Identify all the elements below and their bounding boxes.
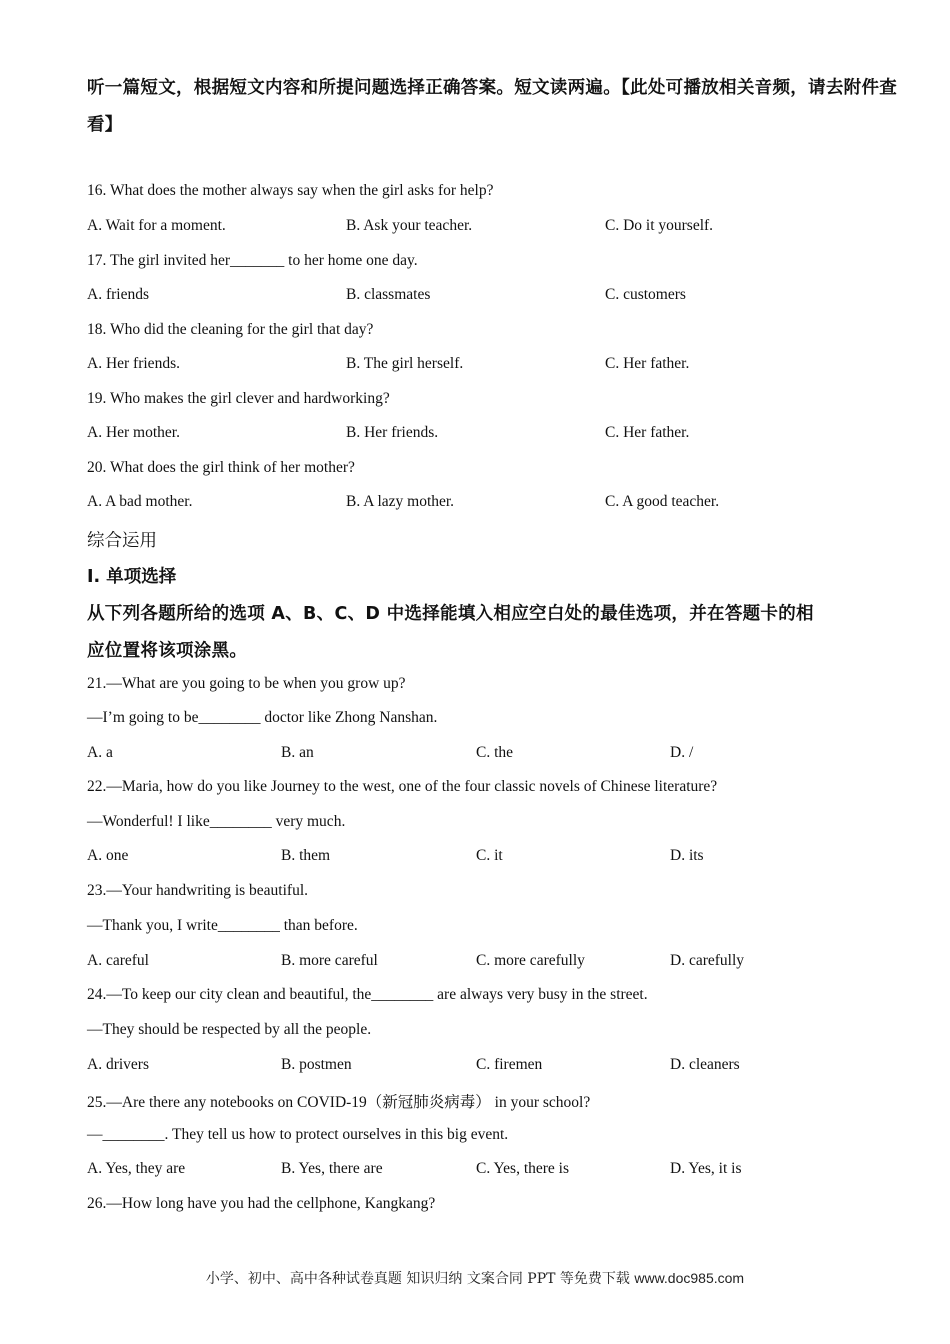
footer-link[interactable]: www.doc985.com [634, 1270, 745, 1286]
listening-instruction-line1: 听一篇短文，根据短文内容和所提问题选择正确答案。短文读两遍。【此处可播放相关音频，请去附件查 [87, 78, 898, 98]
question-25-line1: 25.—Are there any notebooks on COVID-19（新冠肺炎病毒） in your school? [87, 1094, 591, 1111]
q19-option-b: B. Her friends. [346, 424, 439, 441]
q25-option-a: A. Yes, they are [87, 1160, 186, 1177]
page-footer [0, 1268, 950, 1288]
question-21-line2: —I’m going to be________ doctor like Zhong Nanshan. [87, 709, 438, 726]
q21-option-d: D. / [670, 744, 694, 761]
q23-option-a: A. careful [87, 952, 149, 969]
question-21-line1: 21.—What are you going to be when you grow up? [87, 675, 406, 692]
question-23-line1: 23.—Your handwriting is beautiful. [87, 882, 309, 899]
question-22-line2: —Wonderful! I like________ very much. [87, 813, 346, 830]
question-23-line2: —Thank you, I write________ than before. [87, 917, 358, 934]
q22-option-a: A. one [87, 847, 129, 864]
q22-option-c: C. it [476, 847, 503, 864]
question-19: 19. Who makes the girl clever and hardworking? [87, 390, 390, 407]
question-16: 16. What does the mother always say when the girl asks for help? [87, 182, 494, 199]
q17-option-c: C. customers [605, 286, 686, 303]
q24-option-d: D. cleaners [670, 1056, 740, 1073]
q21-option-b: B. an [281, 744, 314, 761]
q16-option-c: C. Do it yourself. [605, 217, 714, 234]
q22-option-b: B. them [281, 847, 331, 864]
q18-option-c: C. Her father. [605, 355, 690, 372]
question-22-line1: 22.—Maria, how do you like Journey to the west, one of the four classic novels of Chinese literature? [87, 778, 718, 795]
q23-option-b: B. more careful [281, 952, 378, 969]
q20-option-a: A. A bad mother. [87, 493, 193, 510]
question-18: 18. Who did the cleaning for the girl that day? [87, 321, 374, 338]
question-25-line2: —________. They tell us how to protect ourselves in this big event. [87, 1126, 509, 1143]
q18-option-a: A. Her friends. [87, 355, 180, 372]
q22-option-d: D. its [670, 847, 704, 864]
grammar-instruction-line1: 从下列各题所给的选项 A、B、C、D 中选择能填入相应空白处的最佳选项，并在答题卡的相 [87, 604, 814, 624]
q23-option-d: D. carefully [670, 952, 745, 969]
q24-option-a: A. drivers [87, 1056, 149, 1073]
q17-option-b: B. classmates [346, 286, 431, 303]
question-26-line1: 26.—How long have you had the cellphone, Kangkang? [87, 1195, 436, 1212]
question-24-line1: 24.—To keep our city clean and beautiful, the________ are always very busy in the street. [87, 986, 648, 1003]
q24-option-b: B. postmen [281, 1056, 352, 1073]
q20-option-b: B. A lazy mother. [346, 493, 455, 510]
q18-option-b: B. The girl herself. [346, 355, 464, 372]
q16-option-a: A. Wait for a moment. [87, 217, 226, 234]
q25-option-d: D. Yes, it is [670, 1160, 742, 1177]
question-20: 20. What does the girl think of her mother? [87, 459, 355, 476]
q19-option-a: A. Her mother. [87, 424, 180, 441]
q25-option-b: B. Yes, there are [281, 1160, 383, 1177]
q17-option-a: A. friends [87, 286, 149, 303]
q20-option-c: C. A good teacher. [605, 493, 720, 510]
grammar-instruction-line2: 应位置将该项涂黑。 [87, 641, 248, 661]
question-17: 17. The girl invited her_______ to her home one day. [87, 252, 418, 269]
q25-option-c: C. Yes, there is [476, 1160, 570, 1177]
section-title: 综合运用 [87, 531, 157, 551]
q16-option-b: B. Ask your teacher. [346, 217, 473, 234]
footer-text: 小学、初中、高中各种试卷真题 知识归纳 文案合同 PPT 等免费下载 [205, 1271, 630, 1287]
q21-option-a: A. a [87, 744, 113, 761]
q23-option-c: C. more carefully [476, 952, 585, 969]
section-subtitle: Ⅰ. 单项选择 [87, 567, 177, 587]
q24-option-c: C. firemen [476, 1056, 543, 1073]
q19-option-c: C. Her father. [605, 424, 690, 441]
listening-instruction-line2: 看】 [87, 115, 123, 135]
question-24-line2: —They should be respected by all the people. [87, 1021, 372, 1038]
q21-option-c: C. the [476, 744, 514, 761]
